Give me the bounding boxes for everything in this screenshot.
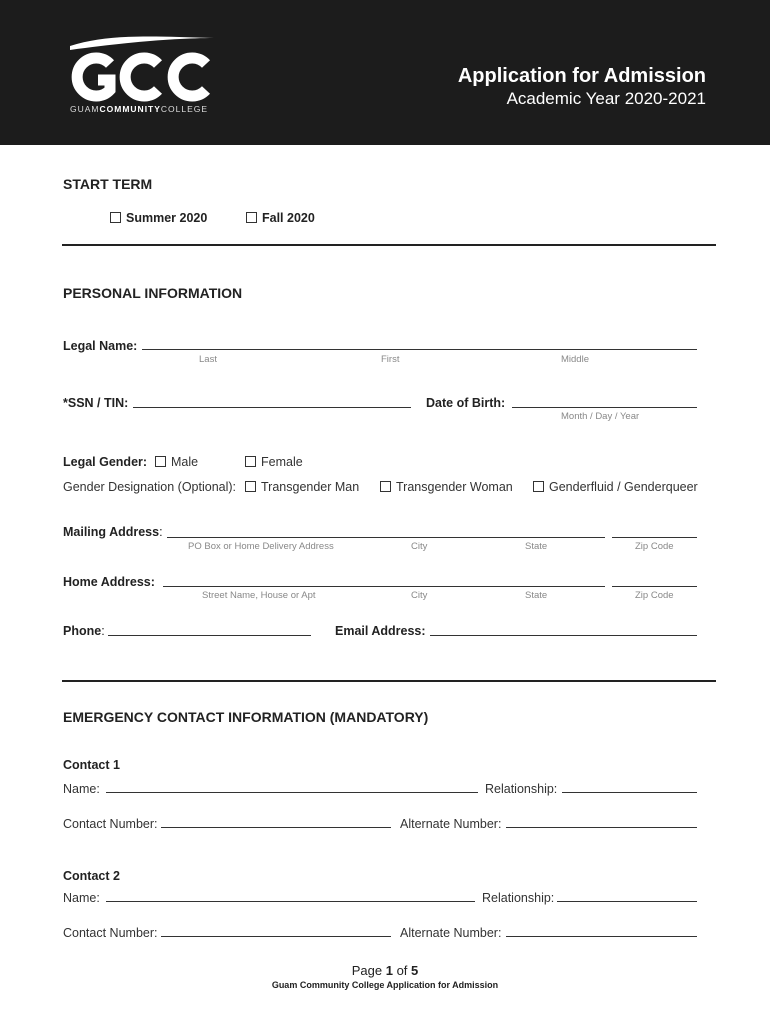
contact-1-title: Contact 1 <box>63 758 120 772</box>
phone-field[interactable] <box>108 635 311 636</box>
legal-name-field[interactable] <box>142 349 697 350</box>
mailing-address-label: Mailing Address: <box>63 525 163 539</box>
page-subtitle: Academic Year 2020-2021 <box>506 89 706 108</box>
legal-gender-label: Legal Gender: <box>63 455 148 469</box>
gcc-logo-icon <box>70 52 215 102</box>
home-city-hint: City <box>411 590 428 601</box>
contact-1-number-field[interactable] <box>161 827 391 828</box>
dob-field[interactable] <box>512 407 697 408</box>
home-state-hint: State <box>525 590 548 601</box>
page-title: Application for Admission <box>457 65 706 87</box>
home-street-hint: Street Name, House or Apt <box>202 590 316 601</box>
mailing-city-hint: City <box>411 541 428 552</box>
home-address-label: Home Address: <box>63 575 155 589</box>
page-number: Page 1 of 5 <box>351 963 419 978</box>
contact-2-title: Contact 2 <box>63 869 120 883</box>
transgender-man-option[interactable]: Transgender Man <box>245 480 359 494</box>
mailing-street-hint: PO Box or Home Delivery Address <box>188 541 334 552</box>
logo-wordmark: GUAMCOMMUNITYCOLLEGE <box>70 104 209 114</box>
email-label: Email Address: <box>335 624 426 638</box>
mailing-state-hint: State <box>525 541 548 552</box>
checkbox-icon[interactable] <box>533 481 544 492</box>
legal-name-label: Legal Name: <box>63 339 138 353</box>
start-term-heading: START TERM <box>63 176 153 192</box>
checkbox-icon[interactable] <box>246 212 257 223</box>
section-divider <box>62 680 716 682</box>
contact-1-name-label: Name: <box>63 782 100 796</box>
gender-male-option[interactable]: Male <box>155 455 198 469</box>
email-field[interactable] <box>430 635 697 636</box>
section-divider <box>62 244 716 246</box>
genderfluid-option[interactable]: Genderfluid / Genderqueer <box>533 480 698 494</box>
checkbox-icon[interactable] <box>245 481 256 492</box>
logo-wave-icon <box>68 32 218 54</box>
dob-hint: Month / Day / Year <box>561 411 640 422</box>
transgender-woman-option[interactable]: Transgender Woman <box>380 480 513 494</box>
contact-2-relationship-label: Relationship: <box>482 891 555 905</box>
phone-label: Phone: <box>63 624 105 638</box>
contact-1-number-label: Contact Number: <box>63 817 158 831</box>
contact-1-alternate-label: Alternate Number: <box>400 817 502 831</box>
checkbox-icon[interactable] <box>245 456 256 467</box>
mailing-zip-hint: Zip Code <box>635 541 674 552</box>
contact-1-name-field[interactable] <box>106 792 478 793</box>
contact-2-name-label: Name: <box>63 891 100 905</box>
contact-1-relationship-label: Relationship: <box>485 782 558 796</box>
ssn-label: *SSN / TIN: <box>63 396 129 410</box>
first-name-hint: First <box>381 354 400 365</box>
dob-label: Date of Birth: <box>426 396 506 410</box>
home-zip-field[interactable] <box>612 586 697 587</box>
contact-1-relationship-field[interactable] <box>562 792 697 793</box>
summer-2020-option[interactable]: Summer 2020 <box>110 211 207 225</box>
page-header <box>0 0 770 145</box>
ssn-field[interactable] <box>133 407 411 408</box>
contact-2-alternate-field[interactable] <box>506 936 697 937</box>
contact-2-relationship-field[interactable] <box>557 901 697 902</box>
emergency-heading: EMERGENCY CONTACT INFORMATION (MANDATORY) <box>63 709 429 725</box>
mailing-address-field[interactable] <box>167 537 605 538</box>
mailing-zip-field[interactable] <box>612 537 697 538</box>
contact-2-number-label: Contact Number: <box>63 926 158 940</box>
contact-1-alternate-field[interactable] <box>506 827 697 828</box>
middle-name-hint: Middle <box>561 354 589 365</box>
last-name-hint: Last <box>199 354 217 365</box>
contact-2-number-field[interactable] <box>161 936 391 937</box>
home-zip-hint: Zip Code <box>635 590 674 601</box>
checkbox-icon[interactable] <box>110 212 121 223</box>
home-address-field[interactable] <box>163 586 605 587</box>
fall-2020-option[interactable]: Fall 2020 <box>246 211 315 225</box>
personal-info-heading: PERSONAL INFORMATION <box>63 285 243 301</box>
contact-2-alternate-label: Alternate Number: <box>400 926 502 940</box>
gender-female-option[interactable]: Female <box>245 455 303 469</box>
gender-designation-label: Gender Designation (Optional): <box>63 480 237 494</box>
footer-subtitle: Guam Community College Application for Admission <box>271 980 499 990</box>
contact-2-name-field[interactable] <box>106 901 475 902</box>
checkbox-icon[interactable] <box>155 456 166 467</box>
checkbox-icon[interactable] <box>380 481 391 492</box>
